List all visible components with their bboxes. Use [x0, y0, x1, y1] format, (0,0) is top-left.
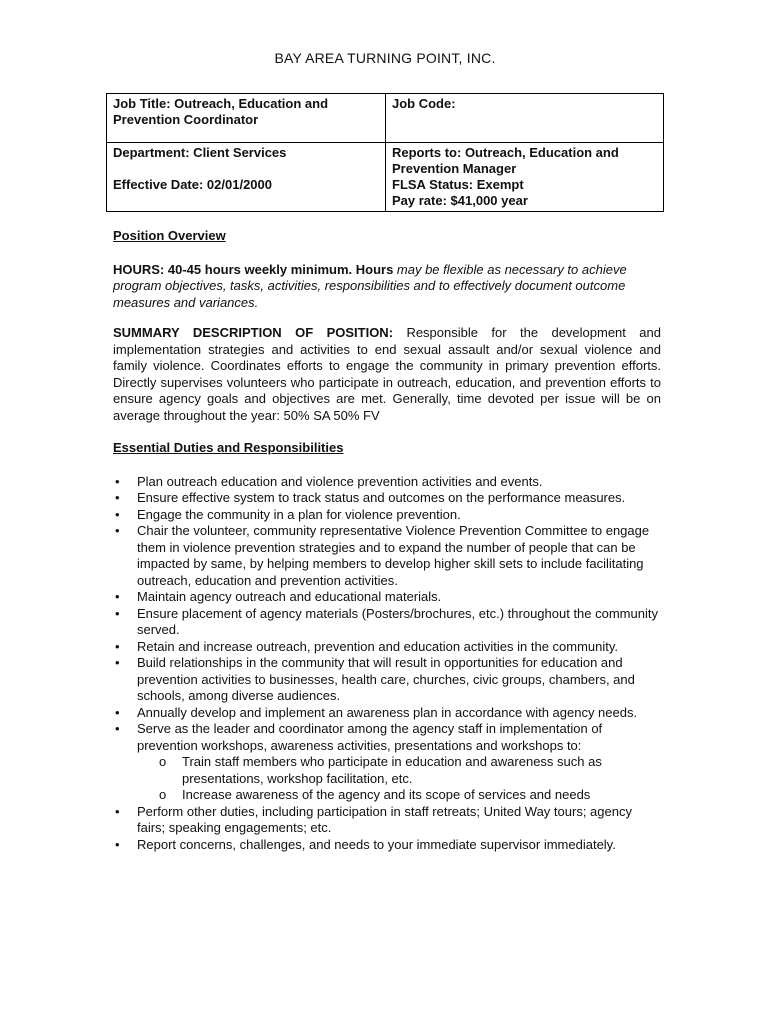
hours-bold-text: HOURS: 40-45 hours weekly minimum. Hours: [113, 261, 394, 277]
bullet-icon: •: [115, 704, 120, 720]
list-item: • Chair the volunteer, community representative Violence Prevention Committee to engage them in violence prevention strategies and to expand the number of people that can be impacted by same, by helping members to develop higher skill sets to include facilitating outreach, education and prevention activities.: [115, 523, 650, 588]
job-title-cell: [107, 94, 386, 143]
list-item: • Maintain agency outreach and educational materials.: [115, 589, 442, 604]
list-item: • Retain and increase outreach, prevention and education activities in the community.: [115, 638, 619, 654]
list-item: • Ensure effective system to track status and outcomes on the performance measures.: [115, 490, 626, 505]
list-item: • Plan outreach education and violence prevention activities and events.: [115, 473, 543, 489]
job-title: Job Title: Outreach, Education and Prevention Coordinator: [113, 96, 329, 127]
bullet-icon: •: [115, 589, 120, 604]
hours-paragraph: [113, 262, 661, 312]
reports-to-cell: [386, 143, 664, 212]
summary-label: SUMMARY DESCRIPTION OF POSITION:: [113, 325, 394, 340]
document-body: [113, 228, 661, 853]
flsa-status: FLSA Status: Exempt: [392, 177, 524, 192]
bullet-icon: •: [115, 523, 120, 538]
job-code: Job Code:: [392, 96, 456, 111]
effective-date: Effective Date: 02/01/2000: [113, 177, 272, 192]
position-overview-heading: Position Overview: [113, 228, 226, 243]
circle-bullet-icon: o: [159, 754, 167, 769]
department-cell: [107, 143, 386, 212]
circle-bullet-icon: o: [159, 787, 167, 802]
summary-text: Responsible for the development and implementation strategies and activities to end sexual assault and/or sexual violence and family violence. Coordinates efforts to engage the community in primary prevention efforts. Directly supervises volunteers who participate in outreach, education, and prevention efforts to ensure agency goals and objectives are met. Generally, time devoted per issue will be on average throughout the year: 50% SA 50% FV: [113, 325, 662, 423]
list-item: • Annually develop and implement an awareness plan in accordance with agency needs.: [115, 704, 638, 720]
job-code-cell: [386, 94, 664, 143]
list-item: • Serve as the leader and coordinator among the agency staff in implementation of prevention workshops, awareness activities, presentations and workshops to: o Train staff members who participate in education and awareness such as presentations, workshop facilitation, etc. o Increase awareness of the agency and its scope of services and needs: [113, 721, 661, 804]
list-item: • Engage the community in a plan for violence prevention.: [115, 506, 461, 522]
bullet-icon: •: [115, 803, 120, 819]
list-item: • Perform other duties, including participation in staff retreats; United Way tours; agency fairs; speaking engagements; etc.: [115, 803, 632, 835]
bullet-icon: •: [115, 655, 120, 670]
pay-rate: Pay rate: $41,000 year: [392, 193, 528, 208]
bullet-icon: •: [115, 638, 120, 654]
list-item: • Report concerns, challenges, and needs to your immediate supervisor immediately.: [115, 836, 616, 852]
bullet-icon: •: [115, 473, 120, 489]
organization-title: BAY AREA TURNING POINT, INC.: [274, 50, 496, 66]
job-info-table: [106, 93, 664, 212]
bullet-icon: •: [115, 721, 120, 736]
bullet-icon: •: [115, 506, 120, 522]
bullet-icon: •: [115, 490, 120, 505]
duties-heading: Essential Duties and Responsibilities: [113, 440, 344, 455]
bullet-icon: •: [115, 605, 120, 621]
duties-list: [113, 474, 661, 854]
sub-list: [137, 754, 661, 804]
hours-italic-text: may be flexible as necessary to achieve program objectives, tasks, activities, responsibilities and to effectively document outcome measures and variances.: [113, 261, 627, 310]
department: Department: Client Services: [113, 145, 287, 160]
sub-list-item: o Train staff members who participate in education and awareness such as presentations, workshop facilitation, etc.: [159, 754, 602, 786]
bullet-icon: •: [115, 836, 120, 852]
list-item: • Ensure placement of agency materials (Posters/brochures, etc.) throughout the community served.: [115, 605, 658, 637]
summary-paragraph: [113, 325, 661, 424]
list-item: • Build relationships in the community that will result in opportunities for education and prevention activities to businesses, health care, churches, civic groups, chambers, and schools, among diverse audiences.: [115, 655, 635, 703]
sub-list-item: o Increase awareness of the agency and its scope of services and needs: [159, 787, 591, 802]
reports-to: Reports to: Outreach, Education and Prevention Manager: [392, 145, 619, 176]
